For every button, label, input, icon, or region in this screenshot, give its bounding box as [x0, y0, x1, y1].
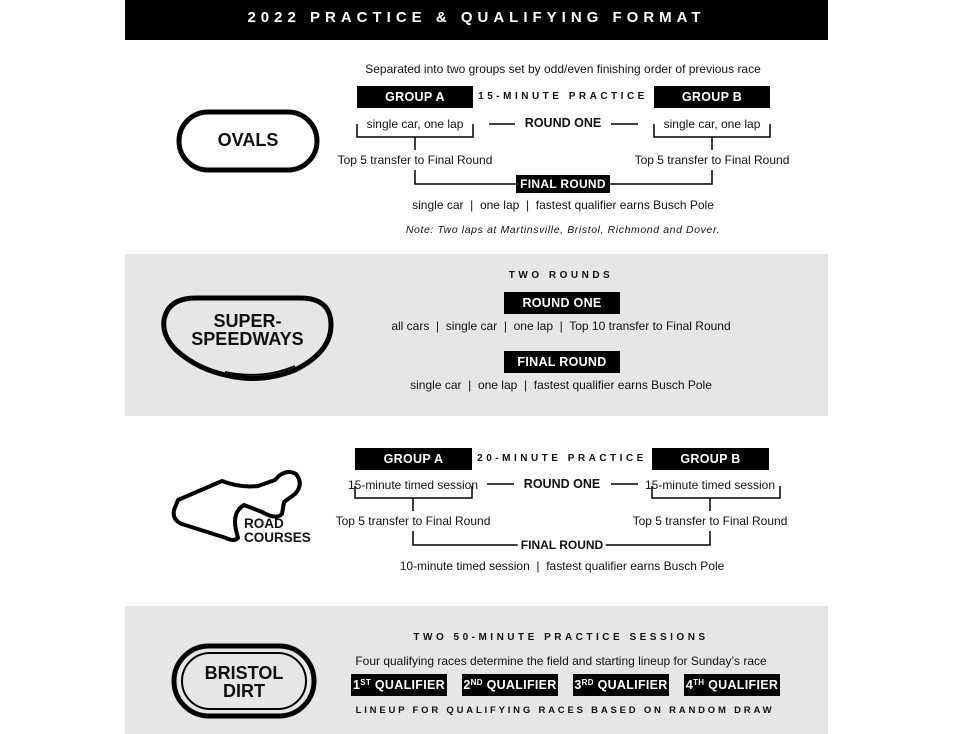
ovals-group-b-box: GROUP B — [654, 86, 770, 108]
ovals-final-detail: single car | one lap | fastest qualifier earns Busch Pole — [412, 198, 714, 212]
qualifier-2-label: QUALIFIER — [486, 678, 557, 692]
superspeedways-final-detail: single car | one lap | fastest qualifier earns Busch Pole — [410, 378, 712, 392]
bristol-dirt-footer: LINEUP FOR QUALIFYING RACES BASED ON RANDOM DRAW — [355, 705, 775, 716]
bristol-dirt-intro: Four qualifying races determine the field and starting lineup for Sunday’s race — [355, 654, 767, 668]
superspeedways-label-line-2: SPEEDWAYS — [191, 329, 304, 349]
ovals-group-a-box: GROUP A — [357, 86, 473, 108]
qualifier-1-suffix: ST — [360, 678, 372, 687]
ovals-track-label: OVALS — [217, 130, 279, 150]
superspeedways-round-one-detail: all cars | single car | one lap | Top 10 transfer to Final Round — [391, 319, 731, 333]
road-courses-final-round: FINAL ROUND — [518, 538, 606, 552]
ovals-a-session: single car, one lap — [366, 117, 464, 131]
bristol-dirt-heading: TWO 50-MINUTE PRACTICE SESSIONS — [413, 632, 709, 643]
ovals-practice-label: 15-MINUTE PRACTICE — [478, 91, 648, 102]
qualifier-4-label: QUALIFIER — [708, 678, 779, 692]
road-courses-practice-label: 20-MINUTE PRACTICE — [477, 453, 647, 464]
qualifier-3-label: QUALIFIER — [597, 678, 668, 692]
qualifier-2-suffix: ND — [470, 678, 483, 687]
qualifier-4-number: 4 — [685, 678, 694, 692]
ovals-round-one: ROUND ONE — [522, 116, 604, 130]
bristol-dirt-label-line-1: BRISTOL — [204, 663, 284, 683]
superspeedways-track-label — [164, 312, 331, 348]
road-courses-group-a-box: GROUP A — [355, 448, 472, 470]
road-courses-b-transfer: Top 5 transfer to Final Round — [632, 514, 788, 528]
road-courses-b-session: 15-minute timed session — [644, 478, 776, 492]
qualifier-3-number: 3 — [574, 678, 582, 692]
ovals-b-transfer: Top 5 transfer to Final Round — [634, 153, 790, 167]
road-courses-track-label — [244, 517, 311, 544]
road-courses-a-session: 15-minute timed session — [347, 478, 479, 492]
road-courses-round-one: ROUND ONE — [521, 477, 603, 491]
qualifier-3-box — [573, 674, 669, 696]
qualifier-3-suffix: RD — [581, 678, 594, 687]
qualifier-1-box — [351, 674, 447, 696]
ovals-note: Note: Two laps at Martinsville, Bristol, Richmond and Dover. — [405, 224, 721, 236]
superspeedways-final-round-box: FINAL ROUND — [504, 351, 620, 373]
page-title: 2022 PRACTICE & QUALIFYING FORMAT — [125, 0, 828, 40]
ovals-a-transfer: Top 5 transfer to Final Round — [337, 153, 493, 167]
qualifier-1-number: 1 — [353, 678, 361, 692]
road-courses-label-line-1: ROAD — [244, 516, 284, 531]
ovals-intro: Separated into two groups set by odd/even finishing order of previous race — [365, 62, 761, 76]
road-courses-label-line-2: COURSES — [244, 529, 311, 545]
qualifier-1-label: QUALIFIER — [374, 678, 445, 692]
superspeedways-label-line-1: SUPER- — [213, 311, 282, 331]
road-courses-group-b-box: GROUP B — [652, 448, 769, 470]
superspeedways-round-one-box: ROUND ONE — [504, 292, 620, 314]
qualifier-2-box — [462, 674, 558, 696]
qualifier-2-number: 2 — [463, 678, 471, 692]
road-courses-final-detail: 10-minute timed session | fastest qualifier earns Busch Pole — [399, 559, 725, 573]
qualifier-4-suffix: TH — [693, 678, 705, 687]
ovals-b-session: single car, one lap — [663, 117, 761, 131]
road-courses-a-transfer: Top 5 transfer to Final Round — [335, 514, 491, 528]
superspeedways-heading: TWO ROUNDS — [508, 270, 614, 281]
qualifier-4-box — [684, 674, 780, 696]
bristol-dirt-label-line-2: DIRT — [223, 681, 265, 701]
ovals-final-round-box: FINAL ROUND — [516, 175, 610, 193]
bristol-dirt-track-label — [174, 664, 314, 700]
